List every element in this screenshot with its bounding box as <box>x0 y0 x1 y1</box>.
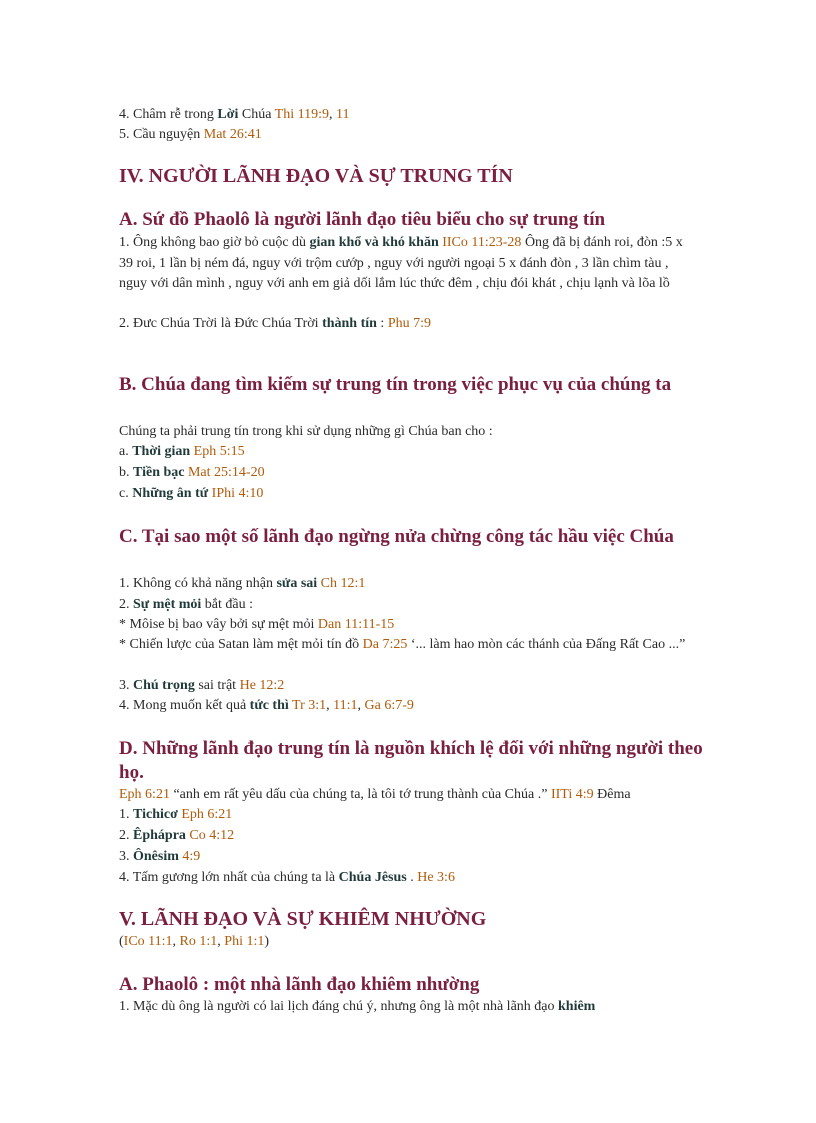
bible-reference[interactable]: Phu 7:9 <box>387 316 431 331</box>
paragraph: Eph 6:21 “anh em rất yêu dấu của chúng ta, là tôi tớ trung thành của Chúa .” IITi 4:9 Đêma <box>119 787 631 802</box>
subsection-heading: A. Sứ đồ Phaolô là người lãnh đạo tiêu biểu cho sự trung tín <box>119 209 606 230</box>
bible-reference[interactable]: Ga 6:7-9 <box>364 698 414 713</box>
section-heading: IV. NGƯỜI LÃNH ĐẠO VÀ SỰ TRUNG TÍN <box>119 165 513 187</box>
reference-list: (ICo 11:1, Ro 1:1, Phi 1:1) <box>119 934 270 949</box>
list-item: 3. Ônêsim 4:9 <box>119 849 201 864</box>
subsection-heading: D. Những lãnh đạo trung tín là nguồn khích lệ đối với những người theo họ. <box>119 738 703 783</box>
bible-reference[interactable]: Mat 25:14-20 <box>184 465 265 480</box>
bible-reference[interactable]: IPhi 4:10 <box>208 486 264 501</box>
list-item: 3. Chú trọng sai trật He 12:2 <box>119 678 285 693</box>
list-item: 2. Đưc Chúa Trời là Đức Chúa Trời thành tín : Phu 7:9 <box>119 316 431 331</box>
list-item: a. Thời gian Eph 5:15 <box>119 444 245 459</box>
list-item: * Môise bị bao vây bởi sự mệt mỏi Dan 11:11-15 <box>119 617 395 632</box>
list-item: b. Tiền bạc Mat 25:14-20 <box>119 465 265 480</box>
list-item: 2. Êphápra Co 4:12 <box>119 828 235 843</box>
bible-reference[interactable]: ICo 11:1 <box>123 934 173 949</box>
bible-reference[interactable]: IITi 4:9 <box>550 787 594 802</box>
bible-reference[interactable]: Mat 26:41 <box>203 127 262 142</box>
paragraph: Chúng ta phải trung tín trong khi sử dụng những gì Chúa ban cho : <box>119 424 493 439</box>
bible-reference[interactable]: Dan 11:11-15 <box>317 617 395 632</box>
list-item: 2. Sự mệt mỏi bắt đầu : <box>119 597 253 612</box>
bible-reference[interactable]: Eph 5:15 <box>190 444 245 459</box>
bible-reference[interactable]: Eph 6:21 <box>119 787 170 802</box>
bible-reference[interactable]: 11 <box>335 107 350 122</box>
bible-reference[interactable]: Co 4:12 <box>185 828 235 843</box>
paragraph: 1. Ông không bao giờ bỏ cuộc dù gian khổ và khó khăn IICo 11:23-28 Ông đã bị đánh roi, đòn :5 x 39 roi, 1 lần bị ném đá, nguy với trộm cướp , nguy với người ngoại 5 x đánh đòn , 3 lần chìm tàu , nguy với dân mình , nguy với anh em giả dối lắm lúc thức đêm , chịu đói khát , chịu lạnh và lõa lồ <box>119 235 683 291</box>
list-item: c. Những ân tứ IPhi 4:10 <box>119 486 264 501</box>
section-heading: V. LÃNH ĐẠO VÀ SỰ KHIÊM NHƯỜNG <box>119 908 487 930</box>
list-item: 5. Cầu nguyện Mat 26:41 <box>119 127 262 142</box>
bible-reference[interactable]: 11:1 <box>333 698 358 713</box>
list-item: * Chiến lược của Satan làm mệt mỏi tín đồ Da 7:25 ‘... làm hao mòn các thánh của Đấng Rất Cao ...” <box>119 637 686 652</box>
subsection-heading: A. Phaolô : một nhà lãnh đạo khiêm nhường <box>119 974 480 995</box>
bible-reference[interactable]: IICo 11:23-28 <box>438 235 522 250</box>
subsection-heading: C. Tại sao một số lãnh đạo ngừng nửa chừng công tác hầu việc Chúa <box>119 526 674 547</box>
bible-reference[interactable]: Ch 12:1 <box>317 576 366 591</box>
bible-reference[interactable]: Eph 6:21 <box>177 807 233 822</box>
bible-reference[interactable]: 4:9 <box>178 849 201 864</box>
list-item: 4. Châm rễ trong Lời Chúa Thi 119:9, 11 <box>119 107 350 122</box>
bible-reference[interactable]: He 3:6 <box>417 870 455 885</box>
list-item: 4. Mong muốn kết quả tức thì Tr 3:1, 11:1, Ga 6:7-9 <box>119 698 414 713</box>
list-item: 1. Không có khả năng nhận sửa sai Ch 12:1 <box>119 576 366 591</box>
subsection-heading: B. Chúa đang tìm kiếm sự trung tín trong việc phục vụ của chúng ta <box>119 374 672 395</box>
bible-reference[interactable]: Phi 1:1 <box>224 934 265 949</box>
bible-reference[interactable]: Da 7:25 <box>362 637 408 652</box>
bible-reference[interactable]: Ro 1:1 <box>179 934 218 949</box>
list-item: 1. Tichicơ Eph 6:21 <box>119 807 233 822</box>
bible-reference[interactable]: Tr 3:1 <box>288 698 327 713</box>
list-item: 4. Tấm gương lớn nhất của chúng ta là Chúa Jêsus . He 3:6 <box>119 870 455 885</box>
bible-reference[interactable]: Thi 119:9 <box>274 107 329 122</box>
bible-reference[interactable]: He 12:2 <box>239 678 285 693</box>
list-item: 1. Mặc dù ông là người có lai lịch đáng chú ý, nhưng ông là một nhà lãnh đạo khiêm <box>119 999 596 1014</box>
